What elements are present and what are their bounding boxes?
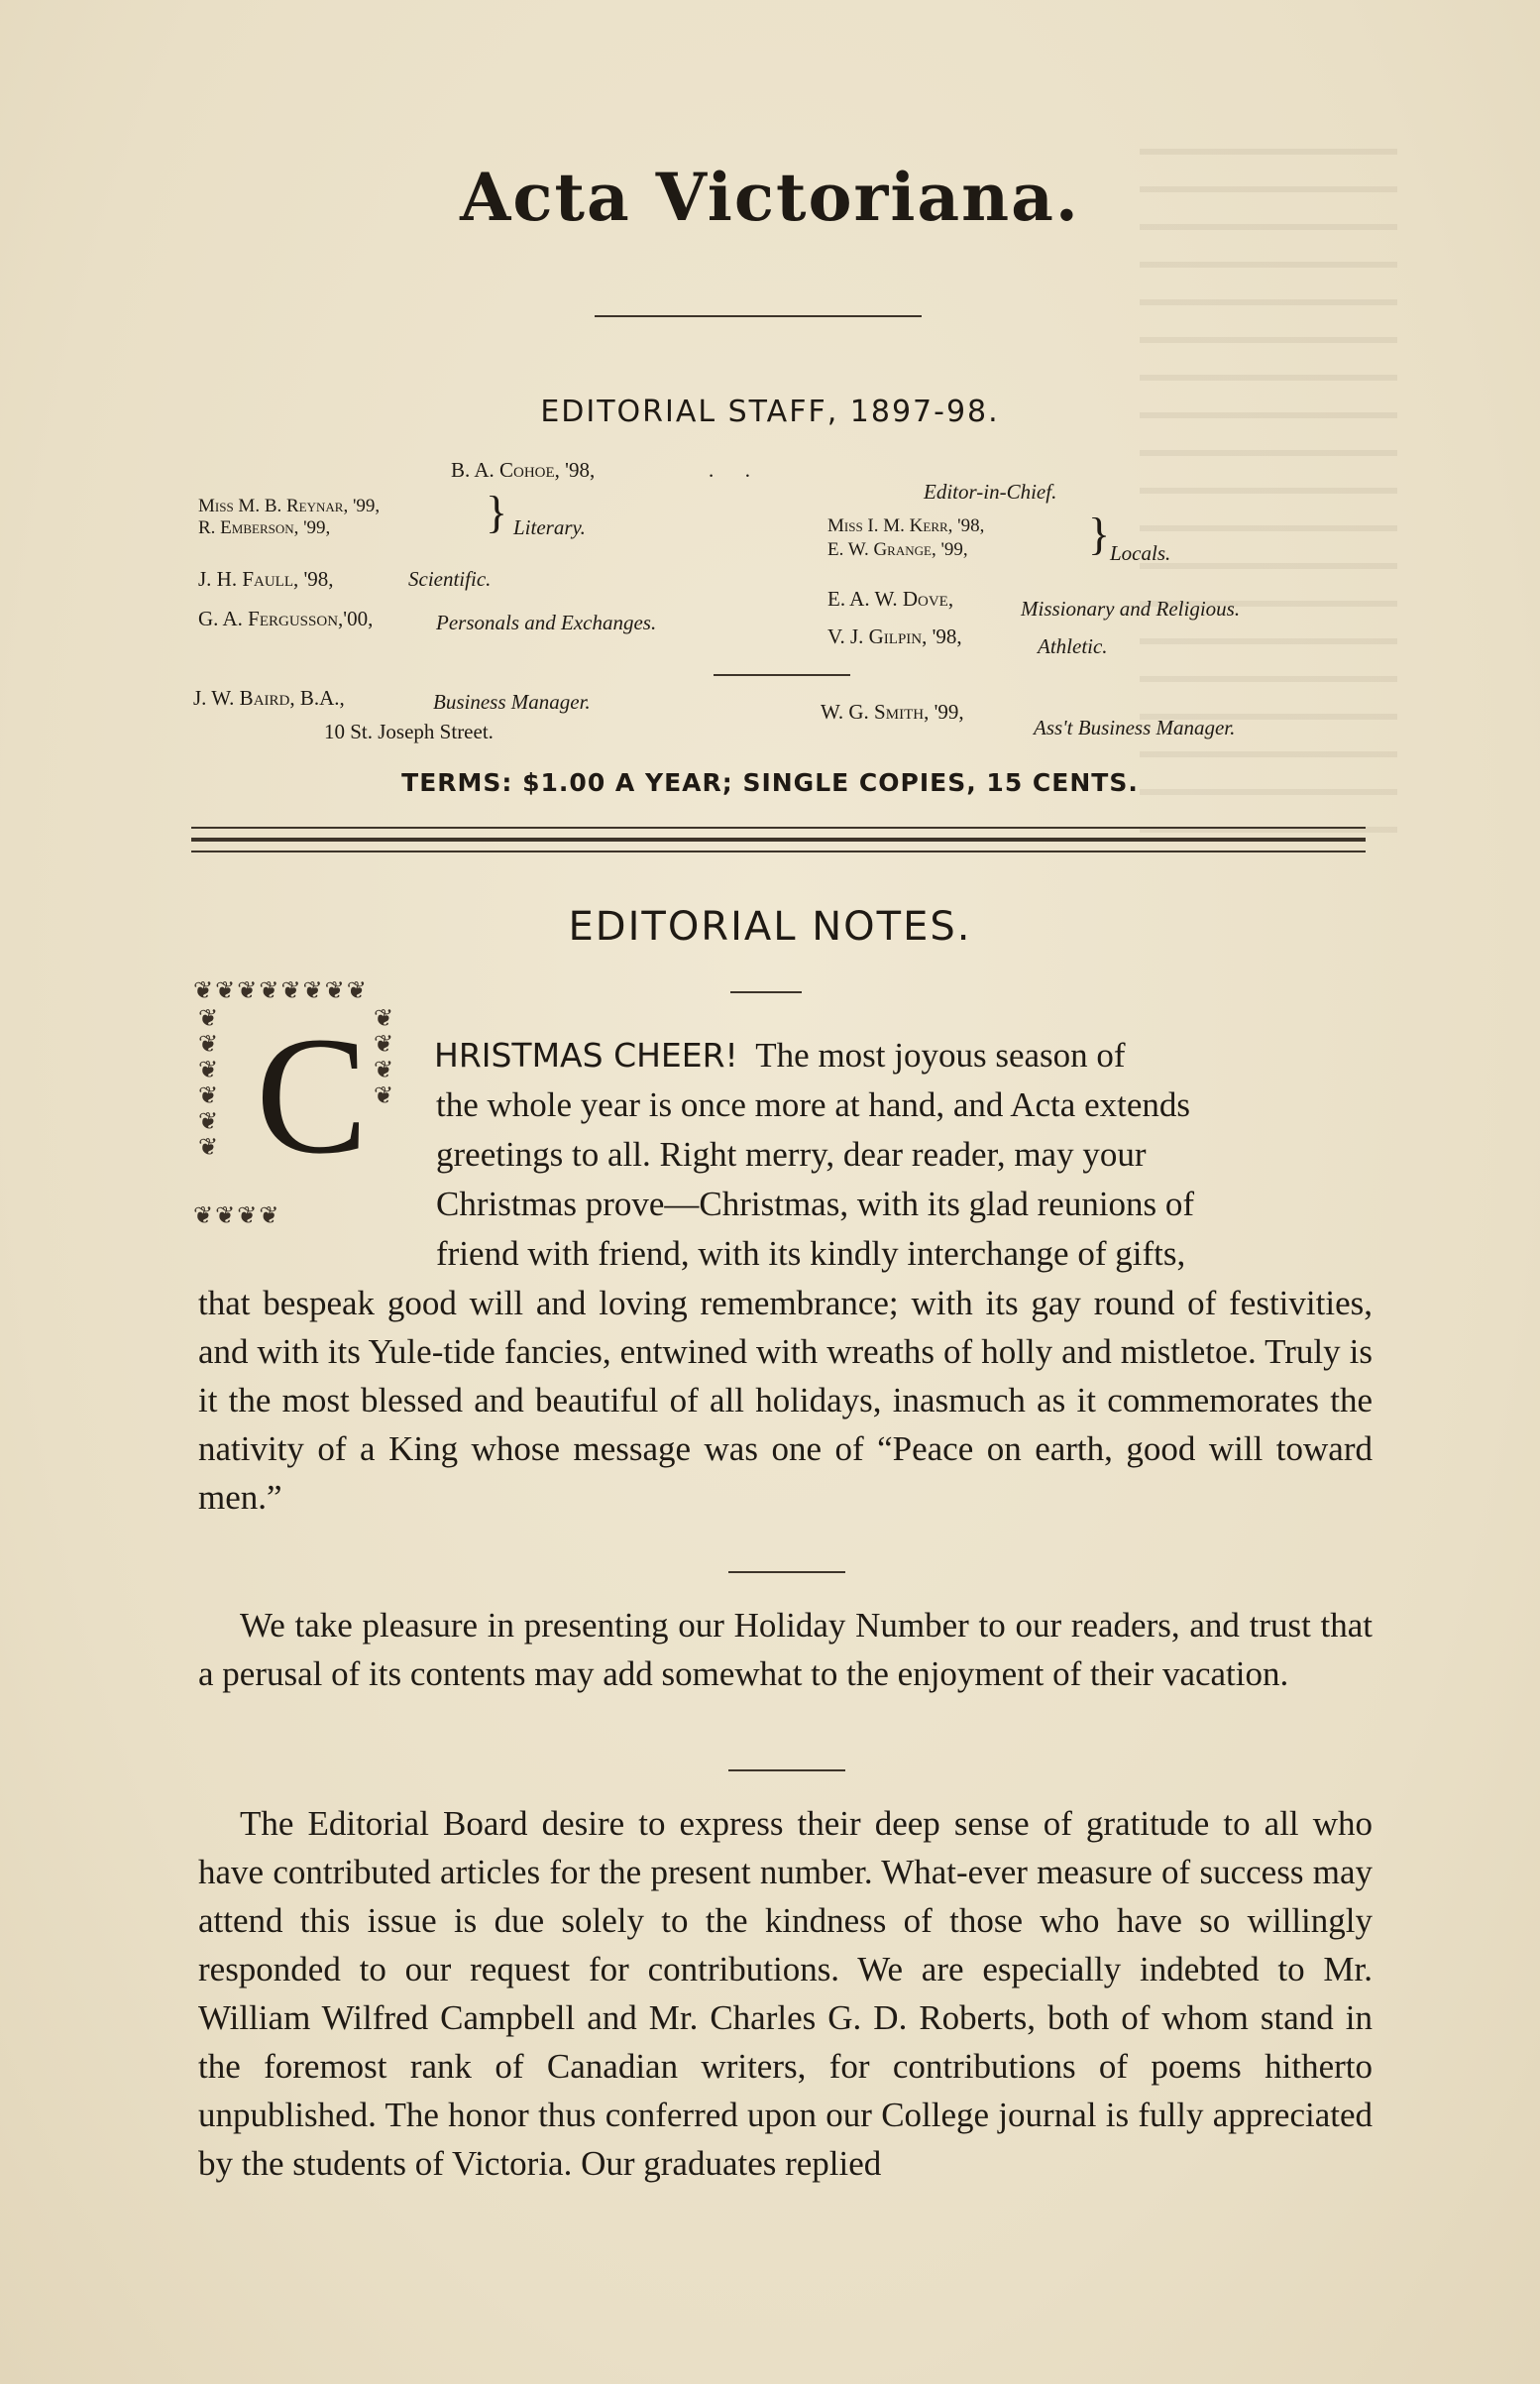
staff-scientific: Scientific. bbox=[408, 567, 492, 591]
double-rule-middle bbox=[191, 838, 1366, 842]
ornament-right: ❦ ❦ ❦ ❦ bbox=[373, 1006, 394, 1109]
double-rule-top bbox=[191, 827, 1366, 829]
staff-brace-locals: } bbox=[1088, 509, 1111, 559]
staff-locals: Locals. bbox=[1110, 541, 1171, 565]
staff-dove: E. A. W. Dove, bbox=[827, 587, 954, 611]
ornament-top: ❦❦❦❦❦❦❦❦ bbox=[193, 978, 369, 1004]
editorial-notes-heading: EDITORIAL NOTES. bbox=[568, 904, 972, 950]
staff-divider bbox=[714, 674, 850, 676]
staff-athletic: Athletic. bbox=[1038, 634, 1108, 658]
section-rule-2 bbox=[728, 1769, 845, 1771]
dropcap-letter: C bbox=[256, 1002, 369, 1189]
masthead-rule bbox=[595, 315, 922, 317]
para3: The Editorial Board desire to express their deep sense of gratitude to all who have contributed articles for the present number. What-ever measure of success may attend this issue is due solely to the kindness of those who have so willingly responded to our request for contributions. We are especially indebted to Mr. William Wilfred Campbell and Mr. Charles G. D. Roberts, both of whom stand in the foremost rank of Canadian writers, for contributions of poems hitherto unpublished. The honor thus conferred upon our College journal is fully appreciated by the students of Victoria. Our graduates replied bbox=[198, 1804, 1373, 2183]
para1-rest: that bespeak good will and loving remembrance; with its gay round of festivities, and with its Yule-tide fancies, entwined with wreaths of holly and mistletoe. Truly is it the most blessed and beautiful of all holidays, inasmuch as it commemorates the nativity of a King whose message was one of “Peace on earth, good will toward men.” bbox=[198, 1284, 1373, 1517]
para2: We take pleasure in presenting our Holiday Number to our readers, and trust that a perusal of its contents may add somewhat to the enjoyment of their vacation. bbox=[198, 1606, 1373, 1693]
staff-smith: W. G. Smith, '99, bbox=[821, 700, 964, 724]
staff-grange: E. W. Grange, '99, bbox=[827, 539, 968, 560]
para1-line-1-text: The most joyous season of bbox=[755, 1036, 1126, 1075]
para1-line-2: the whole year is once more at hand, and Acta extends bbox=[436, 1085, 1190, 1124]
staff-gilpin: V. J. Gilpin, '98, bbox=[827, 624, 962, 648]
para1-line-5: friend with friend, with its kindly interchange of gifts, bbox=[436, 1234, 1186, 1273]
staff-literary: Literary. bbox=[513, 515, 586, 539]
staff-kerr: Miss I. M. Kerr, '98, bbox=[827, 515, 985, 536]
staff-baird: J. W. Baird, B.A., bbox=[193, 686, 345, 710]
para1-line-1 bbox=[434, 1031, 1126, 1079]
para1-lead: HRISTMAS CHEER! bbox=[434, 1036, 738, 1075]
para1-line-4: Christmas prove—Christmas, with its glad reunions of bbox=[436, 1185, 1195, 1223]
staff-dots: . . bbox=[709, 458, 750, 482]
para1-line-3: greetings to all. Right merry, dear reader, may your bbox=[436, 1135, 1147, 1174]
ornament-left: ❦ ❦ ❦ ❦ ❦ ❦ bbox=[197, 1006, 219, 1161]
ornament-bottom: ❦❦❦❦ bbox=[193, 1203, 281, 1229]
staff-heading: EDITORIAL STAFF, 1897-98. bbox=[540, 395, 1000, 429]
terms-line: TERMS: $1.00 A YEAR; SINGLE COPIES, 15 CENTS. bbox=[401, 768, 1139, 797]
staff-business-manager: Business Manager. bbox=[433, 690, 591, 714]
staff-missionary: Missionary and Religious. bbox=[1021, 597, 1241, 621]
staff-cohoe: B. A. Cohoe, '98, bbox=[451, 458, 596, 482]
masthead-title: Acta Victoriana. bbox=[460, 159, 1080, 236]
staff-reynar: Miss M. B. Reynar, '99, bbox=[198, 496, 381, 516]
notes-rule bbox=[730, 991, 802, 993]
staff-personals: Personals and Exchanges. bbox=[436, 611, 657, 634]
double-rule-bottom bbox=[191, 851, 1366, 852]
staff-faull: J. H. Faull, '98, bbox=[198, 567, 334, 591]
staff-editor-in-chief: Editor-in-Chief. bbox=[924, 480, 1057, 504]
staff-emberson: R. Emberson, '99, bbox=[198, 517, 331, 538]
section-rule-1 bbox=[728, 1571, 845, 1573]
staff-address: 10 St. Joseph Street. bbox=[324, 720, 494, 743]
staff-fergusson: G. A. Fergusson,'00, bbox=[198, 607, 374, 630]
staff-asst-business: Ass't Business Manager. bbox=[1034, 716, 1236, 739]
staff-brace-literary: } bbox=[486, 487, 508, 537]
